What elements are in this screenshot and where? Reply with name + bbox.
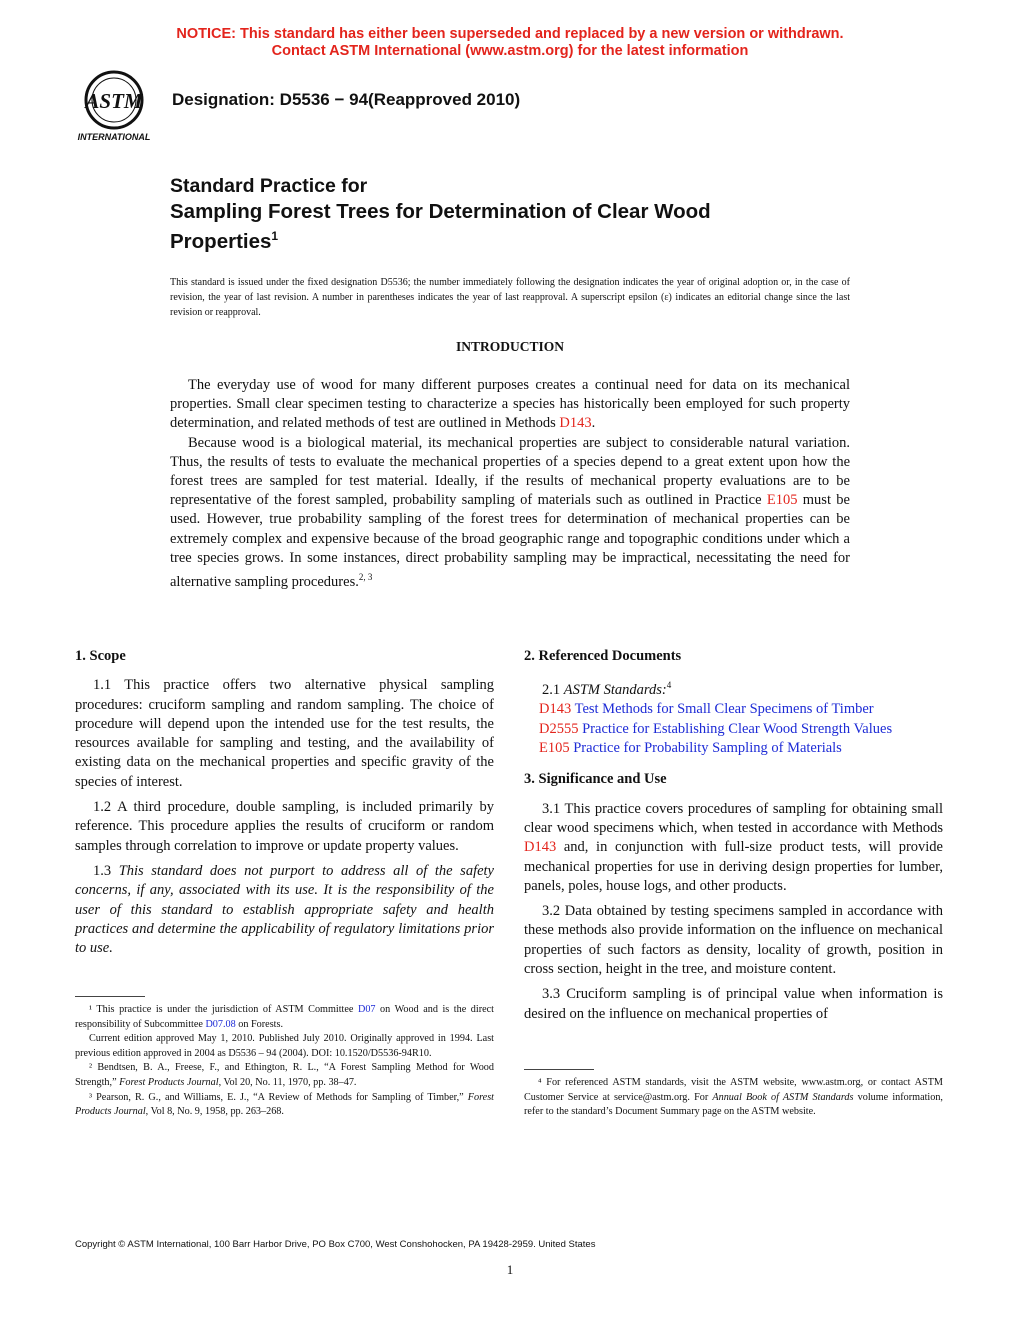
link-d143[interactable]: D143	[524, 839, 557, 856]
footnote-1: ¹ This practice is under the jurisdiction of ASTM Committee D07 on Wood and is the direct responsibility of Subcommittee D07.08 on Forests.	[75, 1004, 494, 1030]
section-scope-heading: 1. Scope	[75, 648, 126, 664]
ref-title[interactable]: Practice for Probability Sampling of Materials	[569, 740, 842, 757]
footnote-1-edition: Current edition approved May 1, 2010. Published July 2010. Originally approved in 1994. Last previous edition approved in 2004 as D5536 – 94 (2004). DOI: 10.1520/D5536-94R10.	[75, 1033, 494, 1059]
footnote-rule-right	[524, 1069, 594, 1070]
link-d143[interactable]: D143	[559, 415, 592, 432]
section-2-1: 2.1 ASTM Standards:$^4$	[542, 680, 672, 699]
footnote-2: ² Bendtsen, B. A., Freese, F., and Ethington, R. L., “A Forest Sampling Method for Wood Strength,” Forest Products Journal, Vol 20, No. 11, 1970, pp. 38–47.	[75, 1062, 494, 1088]
ref-code[interactable]: D143	[539, 701, 572, 718]
notice-line-1: NOTICE: This standard has either been superseded and replaced by a new version or withdrawn.	[176, 26, 844, 42]
section-3-2: 3.2 Data obtained by testing specimens sampled in accordance with these methods also provide information on the influence on mechanical properties of such factors as density, locality of growth, position in cross section, height in the tree, and moisture content.	[524, 903, 943, 977]
footnotes-right	[524, 1076, 943, 1120]
notice-line-2: Contact ASTM International (www.astm.org) for the latest information	[271, 43, 749, 59]
section-1-3: 1.3 This standard does not purport to address all of the safety concerns, if any, associated with its use. It is the responsibility of the user of this standard to establish appropriate safety and health practices and determine the applicability of regulatory limitations prior to use.	[75, 862, 494, 957]
designation: Designation: D5536 − 94(Reapproved 2010)	[172, 90, 521, 109]
reference-d2555[interactable]	[539, 720, 943, 739]
standard-note: This standard is issued under the fixed designation D5536; the number immediately following the designation indicates the year of original adoption or, in the case of revision, the year of last revision. A number in parentheses indicates the year of last reapproval. A superscript epsilon (ε) indicates an editorial change since the last revision or reapproval.	[170, 277, 850, 318]
introduction-heading: INTRODUCTION	[455, 339, 564, 354]
footnote-rule-left	[75, 996, 145, 997]
section-3-3: 3.3 Cruciform sampling is of principal value when information is desired on the influence on mechanical properties of	[524, 986, 943, 1022]
footnote-3: ³ Pearson, R. G., and Williams, E. J., “A Review of Methods for Sampling of Timber,” Forest Products Journal, Vol 8, No. 9, 1958, pp. 263–268.	[75, 1091, 494, 1118]
document-title	[170, 174, 870, 254]
title-line-2: Sampling Forest Trees for Determination of Clear Wood	[170, 200, 711, 223]
ref-title[interactable]: Practice for Establishing Clear Wood Strength Values	[578, 720, 893, 737]
right-column	[524, 647, 943, 1030]
title-line-1: Standard Practice for	[170, 175, 368, 197]
superseded-notice	[0, 26, 1020, 60]
introduction	[170, 376, 850, 592]
introduction-paragraph-1: The everyday use of wood for many different purposes creates a continual need for data on its mechanical properties. Small clear specimen testing to characterize a species has historically been employed for such property determination, and related methods of test are outlined in Methods D143.	[170, 377, 850, 432]
section-1-2: 1.2 A third procedure, double sampling, is included primarily by reference. This procedure applies the results of cruciform or random samples through correlation to improve or update property values.	[75, 799, 494, 854]
section-referenced-heading: 2. Referenced Documents	[524, 648, 682, 664]
page-number: 1	[506, 1262, 514, 1277]
copyright-line: Copyright © ASTM International, 100 Barr Harbor Drive, PO Box C700, West Conshohocken, PA 19428-2959. United States	[75, 1239, 596, 1250]
astm-logo	[72, 70, 162, 144]
section-significance-heading: 3. Significance and Use	[524, 771, 667, 788]
footnotes-left	[75, 1003, 494, 1120]
ref-code[interactable]: E105	[539, 740, 570, 757]
logo-letters: ASTM	[85, 89, 143, 113]
link-d07[interactable]: D07	[357, 1004, 376, 1015]
reference-e105[interactable]	[539, 739, 943, 758]
ref-code[interactable]: D2555	[539, 720, 579, 737]
left-column	[75, 647, 494, 964]
link-d07-08[interactable]: D07.08	[205, 1018, 236, 1030]
title-line-3: Properties	[170, 229, 272, 253]
section-1-1: 1.1 This practice offers two alternative physical sampling procedures: cruciform sampling and random sampling. The choice of procedure will depend upon the intended use for the test results, the resources available for sampling and testing, and the availability of existing data on the mechanical properties and specific gravity of the species of interest.	[75, 677, 494, 790]
logo-label: INTERNATIONAL	[77, 132, 151, 142]
reference-d143[interactable]	[539, 700, 943, 719]
introduction-paragraph-2: Because wood is a biological material, its mechanical properties are subject to considerable natural variation. Thus, the results of tests to evaluate the mechanical properties of a species depend to a great extent upon how the forest trees are sampled for test material. Ideally, if the results of mechanical property evaluations are to be representative of the forest sampled, probability sampling of materials such as outlined in Practice E105 must be used. However, true probability sampling of the forest trees for determination of mechanical properties can be extremely complex and expensive because of the broad geographic range and topographic conditions under which a tree species grows. In some instances, direct probability sampling may be impractical, necessitating the need for alternative sampling procedures.$^{2, 3}$	[170, 434, 850, 590]
title-footnote-mark: 1	[271, 229, 279, 243]
ref-title[interactable]: Test Methods for Small Clear Specimens of Timber	[571, 701, 874, 718]
section-3-1: 3.1 This practice covers procedures of sampling for obtaining small clear wood specimens which, when tested in accordance with Methods D143 and, in conjunction with full-size product tests, will provide mechanical properties for use in deriving design properties for lumber, panels, poles, house logs, and other products.	[524, 800, 943, 894]
footnote-4: ⁴ For referenced ASTM standards, visit the ASTM website, www.astm.org, or contact ASTM Customer Service at service@astm.org. For Annual Book of ASTM Standards volume information, refer to the standard’s Document Summary page on the ASTM website.	[524, 1077, 943, 1118]
link-e105[interactable]: E105	[766, 492, 798, 509]
